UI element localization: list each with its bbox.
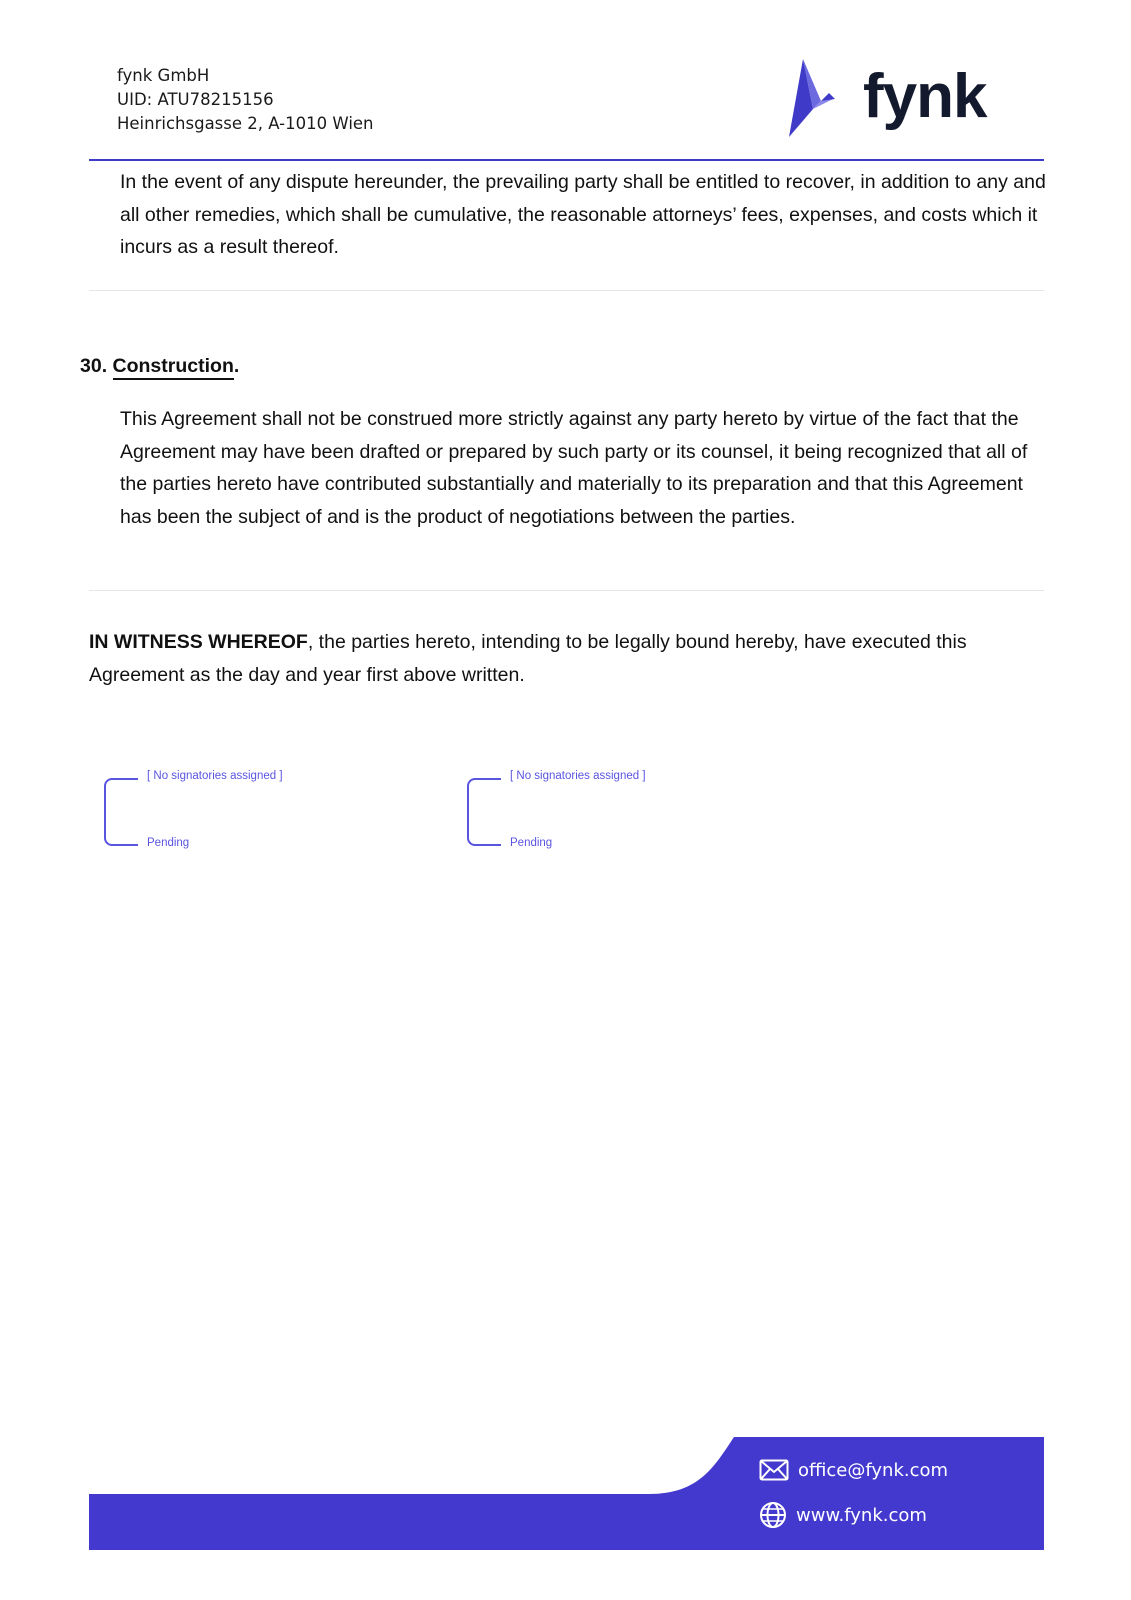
website-text[interactable]: www.fynk.com: [796, 1504, 927, 1526]
company-name: fynk GmbH: [117, 66, 210, 85]
paragraph-fees: In the event of any dispute hereunder, the prevailing party shall be entitled to recover, in addition to any and all other remedies, which shall be cumulative, the reasonable attorneys’ fees, expenses, and costs which it incurs as a result thereof.: [120, 171, 1046, 258]
logo-wordmark: fynk: [863, 62, 987, 131]
section-title-period: .: [233, 355, 240, 377]
signature-label: [ No signatories assigned ]: [510, 770, 646, 782]
witness-text: , the parties hereto, intending to be legally bound hereby, have executed this Agreement as the day and year first above written.: [89, 631, 967, 686]
witness-clause: [89, 626, 1049, 691]
signature-bracket: [467, 778, 501, 846]
signature-block[interactable]: [452, 770, 712, 850]
company-info: [117, 64, 374, 136]
divider: [89, 590, 1044, 591]
signature-bracket: [104, 778, 138, 846]
section-heading: [80, 352, 239, 380]
footer: [89, 1437, 1044, 1550]
signature-status: Pending: [510, 837, 553, 849]
company-address: Heinrichsgasse 2, A-1010 Wien: [117, 114, 374, 133]
mail-icon: [759, 1459, 789, 1481]
section-title: Construction: [113, 355, 234, 380]
fynk-logo: [805, 63, 1005, 143]
header-rule: [89, 159, 1044, 161]
signature-status: Pending: [147, 837, 190, 849]
bird-logo-icon: [785, 59, 847, 139]
footer-band: [89, 1437, 1044, 1550]
divider: [89, 290, 1044, 291]
footer-website[interactable]: [759, 1501, 927, 1529]
globe-icon: [759, 1501, 787, 1529]
signature-label: [ No signatories assigned ]: [147, 770, 283, 782]
paragraph-construction: This Agreement shall not be construed more strictly against any party hereto by virtue of the fact that the Agreement may have been drafted or prepared by such party or its counsel, it being recognized that all of the parties hereto have contributed substantially and materially to its preparation and that this Agreement has been the subject of and is the product of negotiations between the parties.: [120, 408, 1028, 528]
signature-block[interactable]: [89, 770, 349, 850]
company-uid: UID: ATU78215156: [117, 90, 274, 109]
footer-email[interactable]: [759, 1459, 948, 1481]
witness-bold: IN WITNESS WHEREOF: [89, 631, 308, 653]
section-number: 30.: [80, 355, 108, 377]
email-text[interactable]: office@fynk.com: [798, 1459, 949, 1481]
